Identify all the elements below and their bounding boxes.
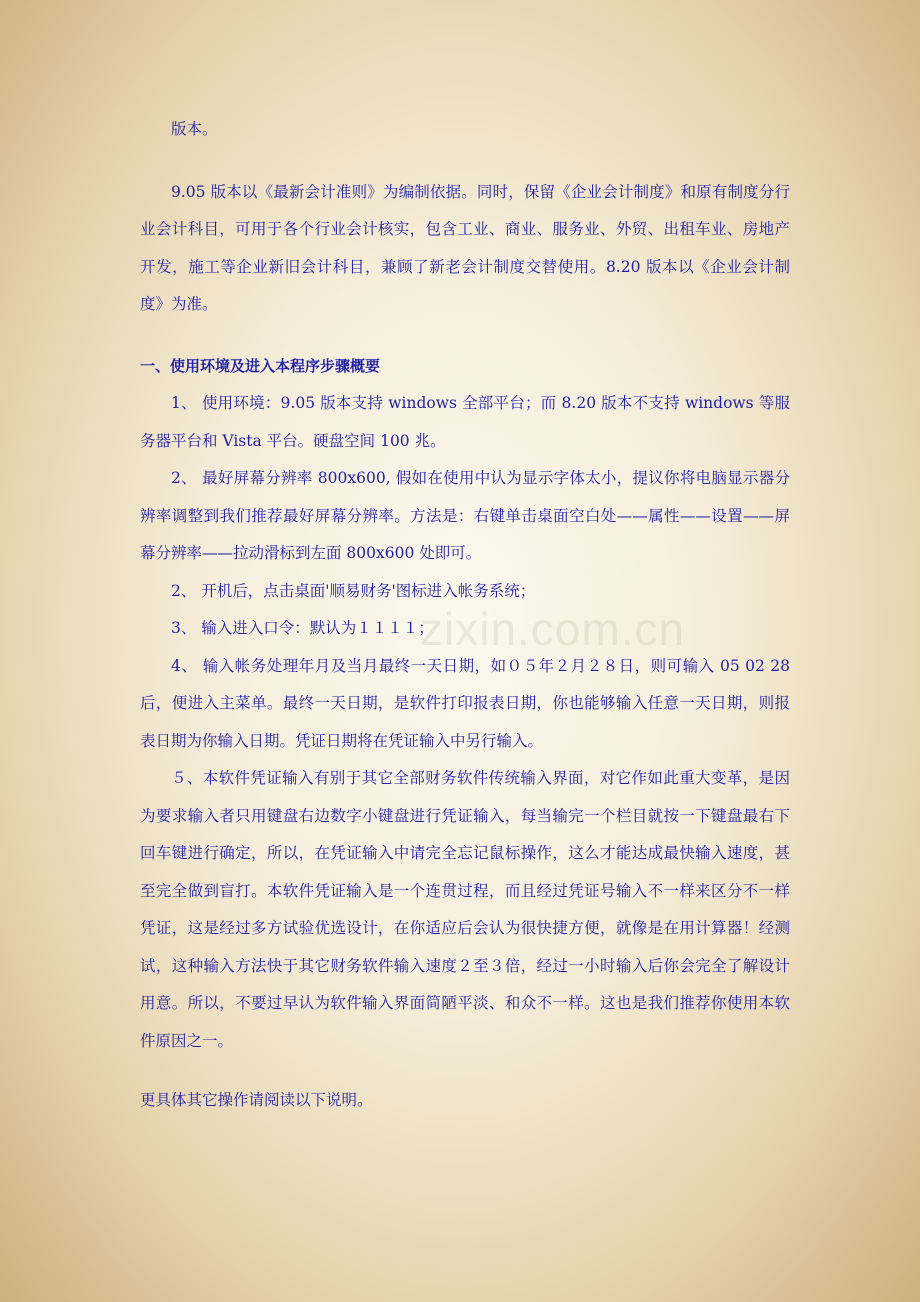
closing-line: 更具体其它操作请阅读以下说明。 [140, 1091, 373, 1109]
list-item-password: 3、 输入进入口令：默认为１１１１； [171, 619, 434, 637]
list-item-resolution: 2、 最好屏幕分辨率 800x600, 假如在使用中认为显示字体太小，提议你将电脑显示器分辨率调整到我们推荐最好屏幕分辨率。方法是：右键单击桌面空白处——属性——设置——屏幕分辨率——拉动滑标到左面 800x600 处即可。 [140, 469, 790, 562]
fragment-line: 版本。 [171, 120, 218, 138]
list-item-startup: 2、 开机后，点击桌面'顺易财务'图标进入帐务系统； [171, 581, 536, 600]
watermark-text: zixin.com.cn [420, 603, 686, 655]
list-item-date: 4、 输入帐务处理年月及当月最终一天日期，如０５年２月２８日，则可输入 05 02 28 后，便进入主菜单。最终一天日期，是软件打印报表日期，你也能够输入任意一天日期，则报表日期为你输入日期。凭证日期将在凭证输入中另行输入。 [140, 656, 790, 750]
intro-paragraph: 9.05 版本以《最新会计准则》为编制依据。同时，保留《企业会计制度》和原有制度分行业会计科目，可用于各个行业会计核实，包含工业、商业、服务业、外贸、出租车业、房地产开发，施工等企业新旧会计科目，兼顾了新老会计制度交替使用。8.20 版本以《企业会计制度》为准。 [140, 182, 790, 313]
document-page [140, 0, 790, 1120]
section-heading: 一、使用环境及进入本程序步骤概要 [140, 356, 381, 375]
list-item-voucher: ５、本软件凭证输入有别于其它全部财务软件传统输入界面，对它作如此重大变革，是因为要求输入者只用键盘右边数字小键盘进行凭证输入，每当输完一个栏目就按一下键盘最右下回车键进行确定，所以，在凭证输入中请完全忘记鼠标操作，这么才能达成最快输入速度，甚至完全做到盲打。本软件凭证输入是一个连贯过程，而且经过凭证号输入不一样来区分不一样凭证，这是经过多方试验优选设计，在你适应后会认为很快捷方便，就像是在用计算器！经测试，这种输入方法快于其它财务软件输入速度２至３倍，经过一小时输入后你会完全了解设计用意。所以，不要过早认为软件输入界面简陋平淡、和众不一样。这也是我们推荐你使用本软件原因之一。 [140, 769, 790, 1050]
list-item-environment: 1、 使用环境：9.05 版本支持 windows 全部平台；而 8.20 版本不支持 windows 等服务器平台和 Vista 平台。硬盘空间 100 兆。 [140, 394, 790, 450]
